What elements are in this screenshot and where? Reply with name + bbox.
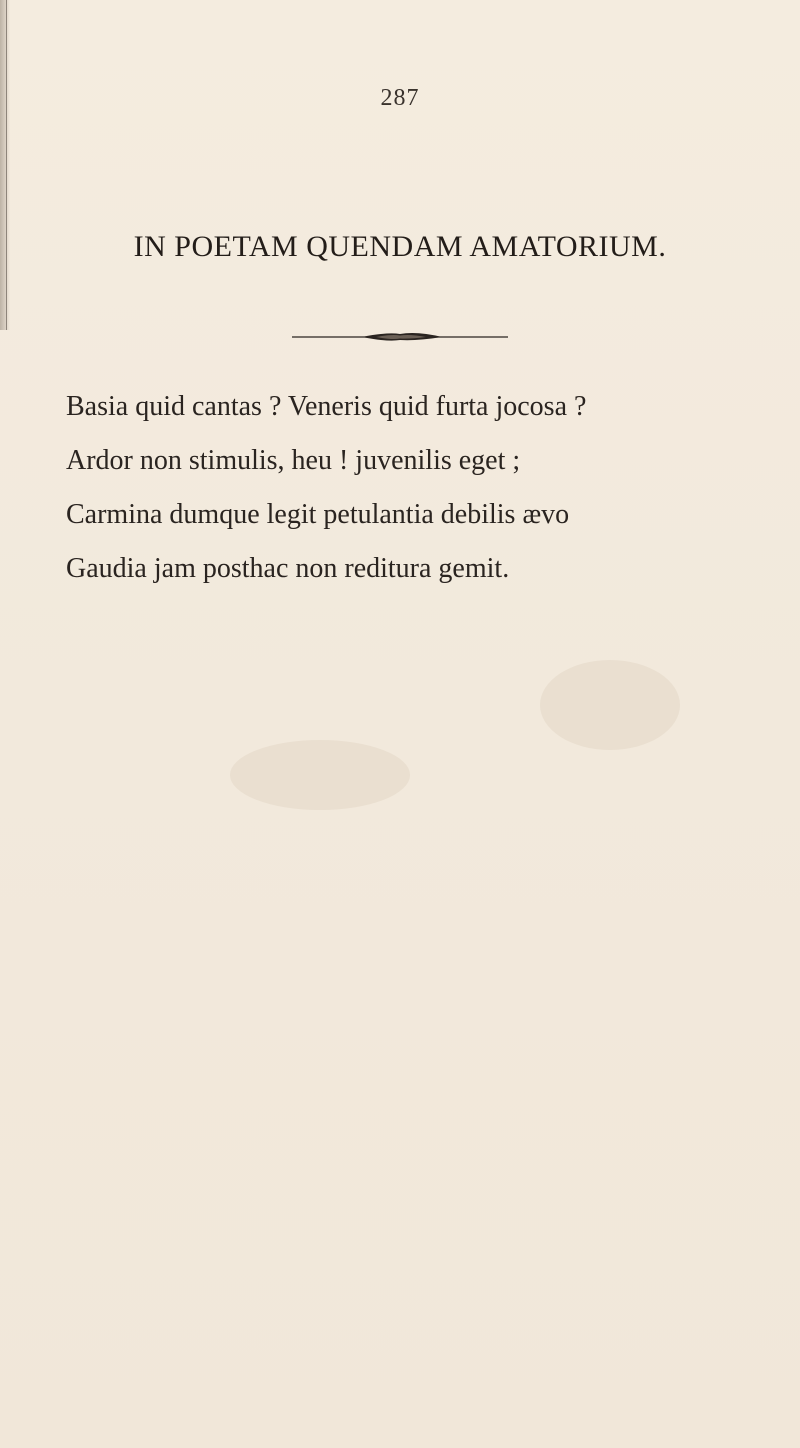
verse-line-1: Basia quid cantas ? Veneris quid furta jocosa ? <box>66 391 587 422</box>
binding-line <box>6 0 7 330</box>
poem-title: IN POETAM QUENDAM AMATORIUM. <box>133 230 667 263</box>
verse-line-3: Carmina dumque legit petulantia debilis ævo <box>66 499 570 530</box>
binding-edge <box>0 0 10 330</box>
paper-stain <box>230 740 410 810</box>
ornament-rule <box>0 330 800 350</box>
page-number: 287 <box>380 85 420 111</box>
paper-stain <box>540 660 680 750</box>
rule-ornament-icon <box>292 330 508 344</box>
verse-line-4: Gaudia jam posthac non reditura gemit. <box>66 553 510 584</box>
poem-body <box>66 380 746 596</box>
verse-line-2: Ardor non stimulis, heu ! juvenilis eget ; <box>66 445 521 476</box>
